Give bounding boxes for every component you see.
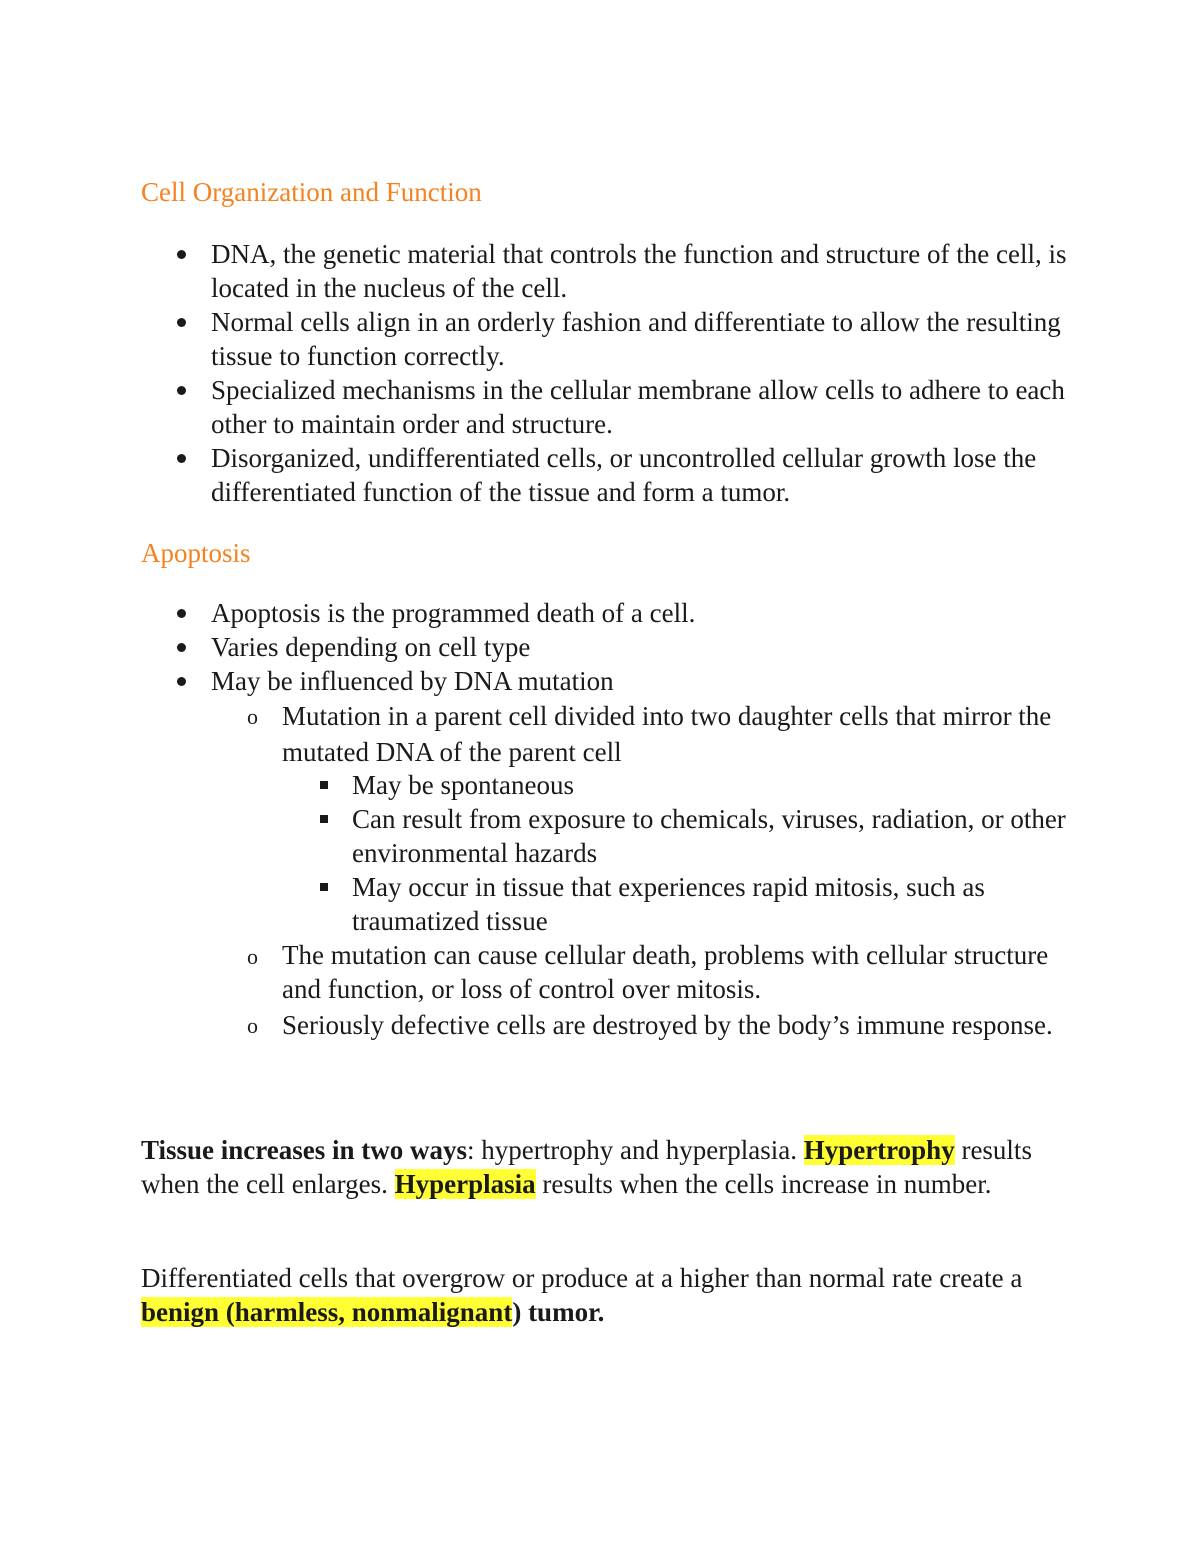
bullet-square-icon: [320, 815, 328, 823]
list-item: Disorganized, undifferentiated cells, or uncontrolled cellular growth lose the differentiated function of the tissue and form a tumor.: [211, 443, 1037, 507]
list-item: Can result from exposure to chemicals, viruses, radiation, or other environmental hazards: [352, 804, 1066, 868]
list-item: May be influenced by DNA mutation: [211, 666, 614, 696]
highlight-hyperplasia: Hyperplasia: [394, 1169, 536, 1199]
highlight-hypertrophy: Hypertrophy: [803, 1135, 955, 1165]
benign-paragraph: [141, 1261, 1061, 1329]
tissue-text-2: results when the cell enlarges.: [141, 1135, 1032, 1199]
list-item: Seriously defective cells are destroyed by the body’s immune response.: [282, 1010, 1053, 1040]
bullet-square-icon: [320, 781, 328, 789]
tissue-paragraph: [141, 1133, 1061, 1201]
list-item: Normal cells align in an orderly fashion and differentiate to allow the resulting tissue to function correctly.: [211, 307, 1061, 371]
benign-text-1: Differentiated cells that overgrow or produce at a higher than normal rate create a: [141, 1263, 1023, 1293]
tissue-text-3: results when the cells increase in number.: [535, 1169, 992, 1199]
list-item: May occur in tissue that experiences rapid mitosis, such as traumatized tissue: [352, 872, 985, 936]
benign-text-2: ) tumor.: [512, 1297, 605, 1327]
list-item: Mutation in a parent cell divided into two daughter cells that mirror the mutated DNA of the parent cell: [282, 701, 1052, 767]
list-item: Specialized mechanisms in the cellular membrane allow cells to adhere to each other to maintain order and structure.: [211, 375, 1065, 439]
bullet-circle-icon: o: [247, 944, 258, 969]
bullet-dot-icon: [177, 250, 186, 259]
highlight-benign: benign (harmless, nonmalignant: [141, 1297, 513, 1327]
bullet-dot-icon: [177, 318, 186, 327]
list-item: DNA, the genetic material that controls the function and structure of the cell, is located in the nucleus of the cell.: [211, 239, 1067, 303]
bullet-dot-icon: [177, 609, 186, 618]
list-item: May be spontaneous: [352, 770, 574, 800]
bullet-circle-icon: o: [247, 704, 258, 729]
list-item: Varies depending on cell type: [211, 632, 531, 662]
bullet-square-icon: [320, 883, 328, 891]
list-item: The mutation can cause cellular death, problems with cellular structure and function, or loss of control over mitosis.: [282, 940, 1049, 1004]
tissue-text-1: : hypertrophy and hyperplasia.: [467, 1135, 804, 1165]
bullet-dot-icon: [177, 643, 186, 652]
heading-apoptosis: Apoptosis: [141, 538, 251, 568]
bullet-circle-icon: o: [247, 1013, 258, 1038]
bullet-dot-icon: [177, 677, 186, 686]
tissue-lead: Tissue increases in two ways: [141, 1135, 468, 1165]
list-item: Apoptosis is the programmed death of a cell.: [211, 598, 696, 628]
bullet-dot-icon: [177, 386, 186, 395]
heading-cell-organization: Cell Organization and Function: [141, 177, 482, 207]
bullet-dot-icon: [177, 454, 186, 463]
